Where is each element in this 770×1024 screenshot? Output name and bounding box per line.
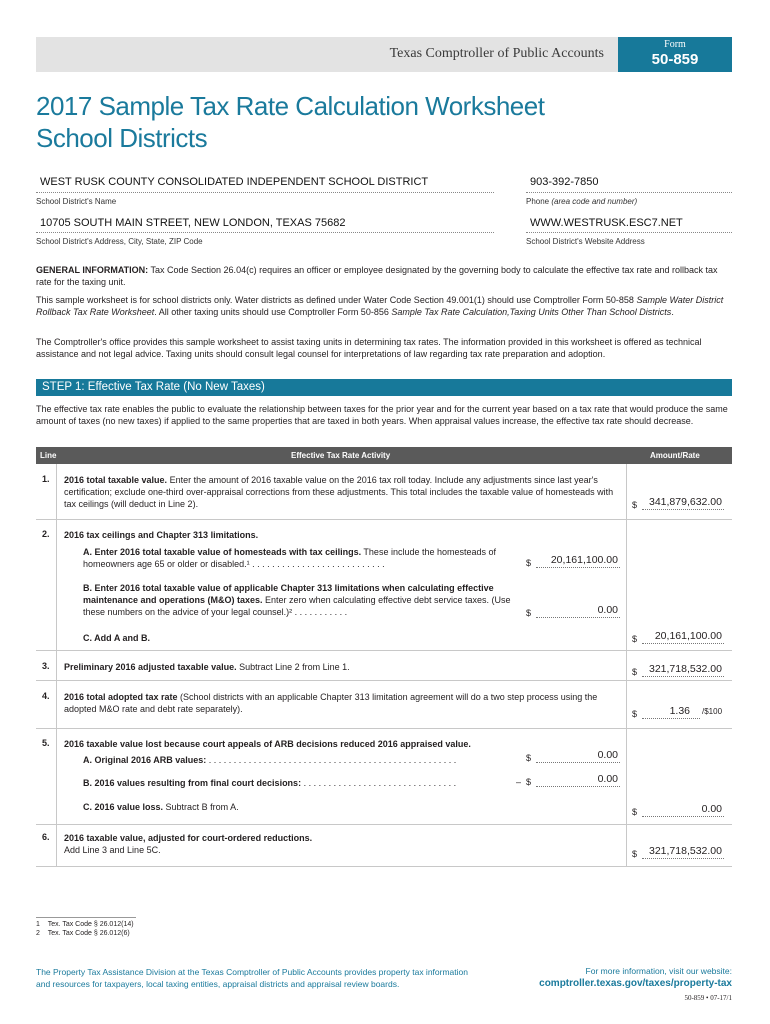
district-name-field[interactable]: WEST RUSK COUNTY CONSOLIDATED INDEPENDENT SCHOOL DISTRICT <box>40 176 429 188</box>
title-line-1: 2017 Sample Tax Rate Calculation Worksheet <box>36 91 545 121</box>
line-1-amount[interactable]: $ 341,879,632.00 <box>632 496 722 510</box>
line-5b-text: B. 2016 values resulting from final court decisions: . . . . . . . . . . . . . . . . . . . . . . . . . . . . . . . <box>83 778 457 788</box>
website-underline <box>526 232 732 233</box>
worksheet-scope-paragraph: This sample worksheet is for school districts only. Water districts as defined under Water Code Section 49.001(1) should use Comptroller Form 50-858 Sample Water District Rollback Tax Rate Worksheet. All other taxing units should use Comptroller Form 50-856 Sample Tax Rate Calculation,Taxing Units Other Than School Districts. <box>36 295 724 317</box>
form-number: 50-859 <box>651 51 699 68</box>
form-number-box <box>618 37 732 72</box>
address-underline <box>36 232 494 233</box>
line-number: 1. <box>42 474 50 484</box>
line-2-text: 2016 tax ceilings and Chapter 313 limitations. <box>64 530 259 540</box>
table-row-line-4 <box>36 681 732 729</box>
page-title <box>36 90 544 154</box>
address-field[interactable]: 10705 SOUTH MAIN STREET, NEW LONDON, TEXAS 75682 <box>40 217 346 229</box>
line-3-amount[interactable]: $ 321,718,532.00 <box>632 663 722 677</box>
website-field[interactable]: WWW.WESTRUSK.ESC7.NET <box>530 217 683 229</box>
line-number: 6. <box>42 832 50 842</box>
table-row-line-2 <box>36 520 732 651</box>
form-label: Form <box>664 39 686 50</box>
line-5c-text: C. 2016 value loss. Subtract B from A. <box>83 802 239 812</box>
table-row-line-6 <box>36 825 732 867</box>
footnote-1: 1 Tex. Tax Code § 26.012(14) <box>36 921 134 928</box>
col-line-header: Line <box>40 451 57 460</box>
line-4-rate[interactable]: $ 1.36 <box>632 703 700 719</box>
line-number: 2. <box>42 529 50 539</box>
step1-intro: The effective tax rate enables the public to evaluate the relationship between taxes for the prior year and for the current year based on a tax rate that would produce the same amount of taxes (no new taxes) if applied to the same properties that are taxed in both years. When appraisal values increase, the effective tax rate should decrease. <box>36 404 728 426</box>
line-2c-amount[interactable]: $ 20,161,100.00 <box>632 630 722 644</box>
table-header <box>36 447 732 464</box>
footer-website-label: For more information, visit our website: <box>585 966 732 976</box>
col-amount-header: Amount/Rate <box>650 451 700 460</box>
footer-website-link[interactable]: comptroller.texas.gov/taxes/property-tax <box>539 978 732 989</box>
footnote-2: 2 Tex. Tax Code § 26.012(6) <box>36 930 130 937</box>
disclaimer-paragraph: The Comptroller's office provides this sample worksheet to assist taxing units in determining tax rates. The information provided in this worksheet is offered as technical assistance and not legal advice. Taxing units should consult legal counsel for interpretations of law regarding tax rate preparation and adoption. <box>36 337 702 359</box>
line-4-unit: /$100 <box>702 707 723 716</box>
table-row-line-1 <box>36 464 732 520</box>
line-2a-amount[interactable]: $ 20,161,100.00 <box>526 554 618 568</box>
line-number: 3. <box>42 661 50 671</box>
header-bar <box>36 37 732 72</box>
line-6-text: 2016 taxable value, adjusted for court-ordered reductions. Add Line 3 and Line 5C. <box>64 833 313 855</box>
address-caption: School District's Address, City, State, ZIP Code <box>36 237 203 246</box>
district-name-caption: School District's Name <box>36 197 117 206</box>
line-number: 4. <box>42 691 50 701</box>
step1-header: STEP 1: Effective Tax Rate (No New Taxes) <box>36 379 732 396</box>
footnote-divider <box>36 917 136 918</box>
line-4-text: 2016 total adopted tax rate (School districts with an applicable Chapter 313 limitation agreement will do a two step process using the adopted M&O rate and debt rate separately). <box>64 692 598 714</box>
table-row-line-5 <box>36 729 732 825</box>
district-name-underline <box>36 192 494 193</box>
line-5a-text: A. Original 2016 ARB values: . . . . . . . . . . . . . . . . . . . . . . . . . . . . . . . . . . . . . . . . . . . . . . . . . . <box>83 755 457 765</box>
line-2a-text: A. Enter 2016 total taxable value of homesteads with tax ceilings. These include the homesteads of homeowners age 65 or older or disabled.¹ . . . . . . . . . . . . . . . . . . . . . . . . . . . <box>83 547 497 569</box>
line-1-text: 2016 total taxable value. Enter the amount of 2016 taxable value on the 2016 tax roll today. Include any adjustments since last year's certification; exclude one-third over-appraisal corrections from these adjustments. This total includes the taxable value of homesteads with tax ceilings (will deduct in Line 2). <box>64 475 614 509</box>
col-activity-header: Effective Tax Rate Activity <box>291 451 391 460</box>
general-info-paragraph: GENERAL INFORMATION: Tax Code Section 26.04(c) requires an officer or employee designated by the governing body to calculate the effective tax rate and rollback tax rate for the taxing unit. <box>36 265 718 287</box>
phone-field[interactable]: 903-392-7850 <box>530 176 599 188</box>
table-row-line-3 <box>36 651 732 681</box>
line-2c-text: C. Add A and B. <box>83 633 150 643</box>
line-5b-amount[interactable]: $ 0.00 <box>526 773 618 787</box>
footer-description: The Property Tax Assistance Division at the Texas Comptroller of Public Accounts provides property tax information and resources for taxpayers, local taxing entities, appraisal districts and appraisal review boards. <box>36 967 468 989</box>
footer-form-code: 50-859 • 07-17/1 <box>684 994 732 1002</box>
phone-caption: Phone (area code and number) <box>526 197 638 206</box>
phone-underline <box>526 192 732 193</box>
website-caption: School District's Website Address <box>526 237 645 246</box>
agency-name: Texas Comptroller of Public Accounts <box>389 46 604 61</box>
line-2b-amount[interactable]: $ 0.00 <box>526 604 618 618</box>
line-2b-text: B. Enter 2016 total taxable value of applicable Chapter 313 limitations when calculating effective maintenance and operations (M&O) taxes. Enter zero when calculating effective debt service taxes. (Use these numbers on the advice of your legal counsel.)² . . . . . . . . . . . <box>83 583 511 617</box>
line-6-amount[interactable]: $ 321,718,532.00 <box>632 845 722 859</box>
line-5-text: 2016 taxable value lost because court appeals of ARB decisions reduced 2016 appraised value. <box>64 739 471 749</box>
title-line-2: School Districts <box>36 123 208 153</box>
line-5b-minus: – <box>516 777 522 787</box>
line-5a-amount[interactable]: $ 0.00 <box>526 749 618 763</box>
line-number: 5. <box>42 738 50 748</box>
line-5c-amount[interactable]: $ 0.00 <box>632 803 722 817</box>
line-3-text: Preliminary 2016 adjusted taxable value. Subtract Line 2 from Line 1. <box>64 662 350 672</box>
